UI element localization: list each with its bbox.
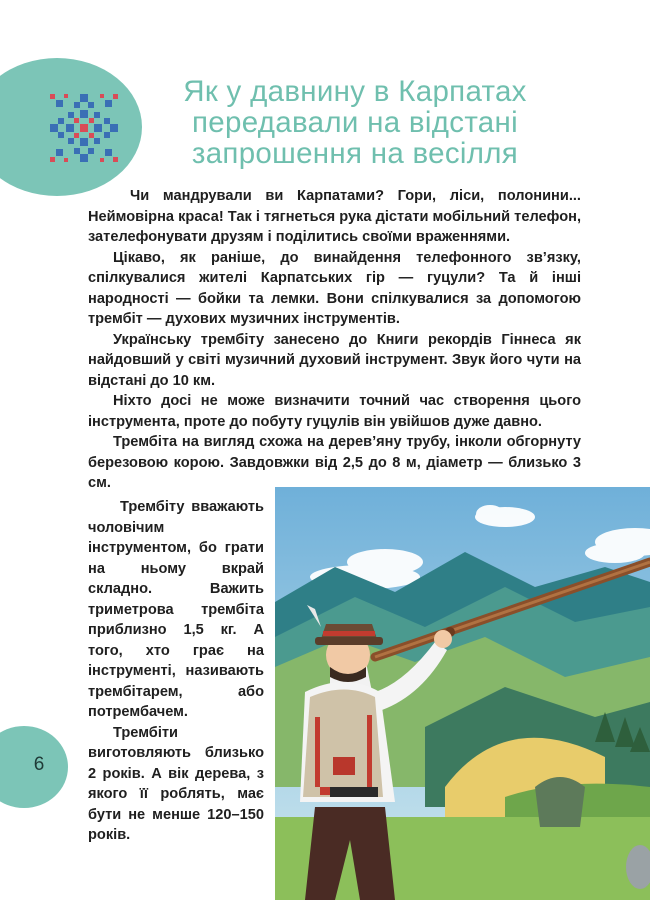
paragraph-guinness: Українську трембіту занесено до Книги рекордів Гіннеса як найдовший у світі музичний духовий інструмент. Звук його чути на відстані до 10 км. <box>88 331 581 389</box>
title-line-2: передавали на відстані <box>192 106 518 139</box>
title-line-3: запрошення на весілля <box>191 137 519 170</box>
side-column-text <box>88 497 264 846</box>
page-number: 6 <box>33 754 45 775</box>
page-title <box>150 76 560 169</box>
article-body <box>88 186 581 494</box>
paragraph-history: Ніхто досі не може визначити точний час створення цього інструмента, проте до побуту гуцулів він увійшов дуже давно. <box>88 393 581 430</box>
paragraph-male-instrument: Трембіту вважають чоловічим інструментом, бо грати на ньому вкрай складно. Важить триметрова трембіта приблизно 1,5 кг. А того, хто грає на інструменті, називають трембітарем, або потрембачем. <box>88 499 264 720</box>
trembita-player-illustration <box>275 487 650 900</box>
paragraph-appearance: Трембіта на вигляд схожа на дерев’яну трубу, інколи обгорнуту березовою корою. Завдовжки від 2,5 до 8 м, діаметр — близько 3 см. <box>88 434 581 491</box>
paragraph-intro: Чи мандрували ви Карпатами? Гори, ліси, полонини... Неймовірна краса! Так і тягнеться рука дістати мобільний телефон, зателефонувати друзям і поділитись своїми враженнями. <box>88 188 581 245</box>
paragraph-hutsuls: Цікаво, як раніше, до винайдення телефонного зв’язку, спілкувалися жителі Карпатських гір — гуцули? Та й інші народності — бойки та лемки. Вони спілкувалися за допомогою трембіт — духових музичних інструментів. <box>88 249 581 327</box>
paragraph-making-time: Трембіти виготовляють близько 2 років. А вік дерева, з якого її роблять, має бути не менше 120–150 років. <box>88 724 264 843</box>
embroidery-ornament-icon <box>48 92 120 164</box>
title-line-1: Як у давнину в Карпатах <box>183 75 527 108</box>
